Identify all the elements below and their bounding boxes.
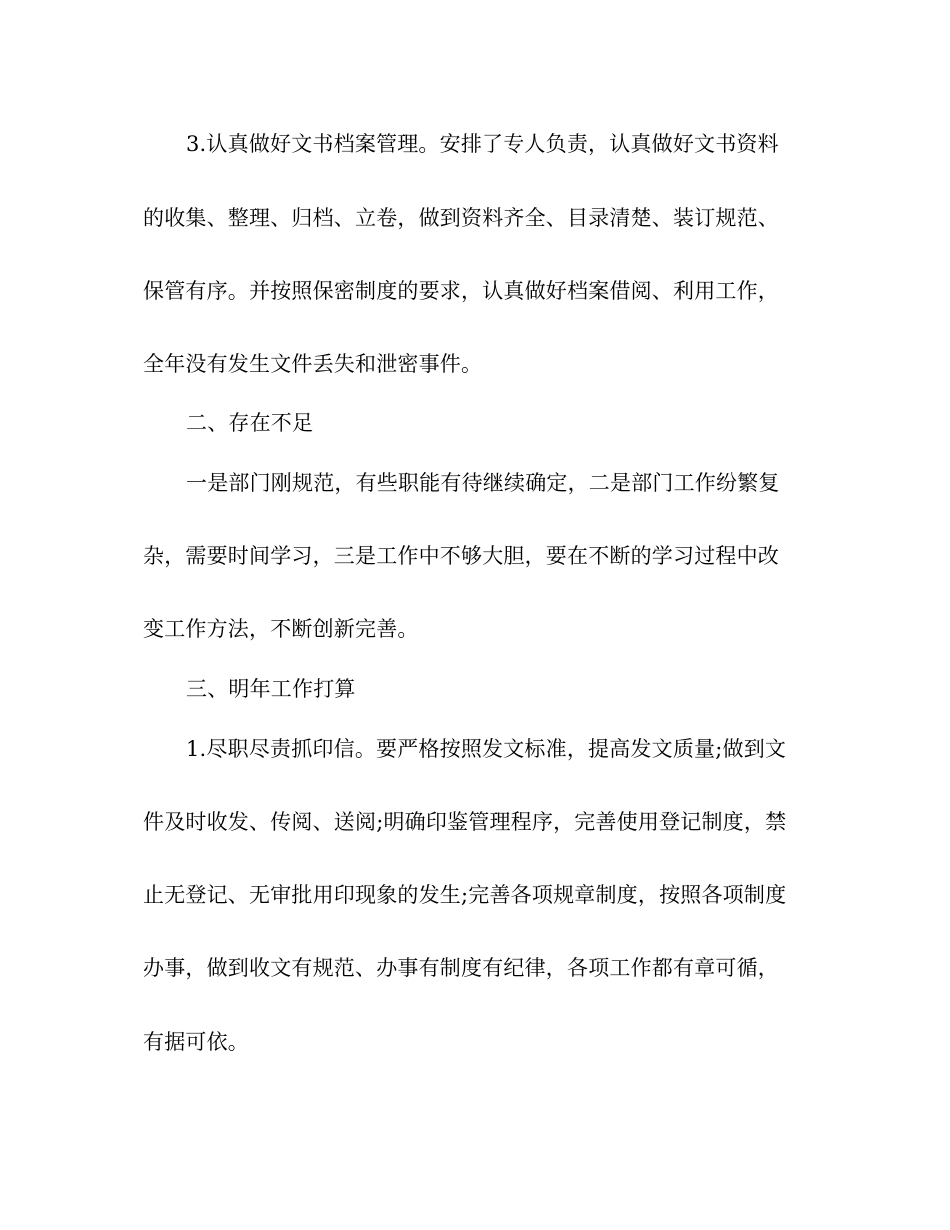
paragraph-archive-management-line-4: 全年没有发生文件丢失和泄密事件。	[143, 352, 483, 376]
paragraph-seal-management-line-5: 有据可依。	[143, 1030, 249, 1054]
paragraph-seal-management-line-1: 1.尽职尽责抓印信。要严格按照发文标准，提高发文质量;做到文	[186, 737, 787, 761]
paragraph-archive-management-line-2: 的收集、整理、归档、立卷，做到资料齐全、目录清楚、装订规范、	[143, 206, 779, 230]
section-heading-shortcomings: 二、存在不足	[186, 411, 314, 435]
paragraph-archive-management-line-1: 3.认真做好文书档案管理。安排了专人负责，认真做好文书资料	[186, 132, 779, 156]
paragraph-seal-management-line-3: 止无登记、无审批用印现象的发生;完善各项规章制度，按照各项制度	[143, 883, 787, 907]
paragraph-shortcomings-line-3: 变工作方法，不断创新完善。	[143, 617, 419, 641]
paragraph-seal-management-line-4: 办事，做到收文有规范、办事有制度有纪律，各项工作都有章可循，	[143, 956, 779, 980]
paragraph-seal-management-line-2: 件及时收发、传阅、送阅;明确印鉴管理程序，完善使用登记制度，禁	[143, 810, 787, 834]
paragraph-shortcomings-line-2: 杂，需要时间学习，三是工作中不够大胆，要在不断的学习过程中改	[143, 544, 779, 568]
paragraph-shortcomings-line-1: 一是部门刚规范，有些职能有待继续确定，二是部门工作纷繁复	[186, 471, 780, 495]
section-heading-next-year-plan: 三、明年工作打算	[186, 677, 356, 701]
paragraph-archive-management-line-3: 保管有序。并按照保密制度的要求，认真做好档案借阅、利用工作，	[143, 279, 779, 303]
